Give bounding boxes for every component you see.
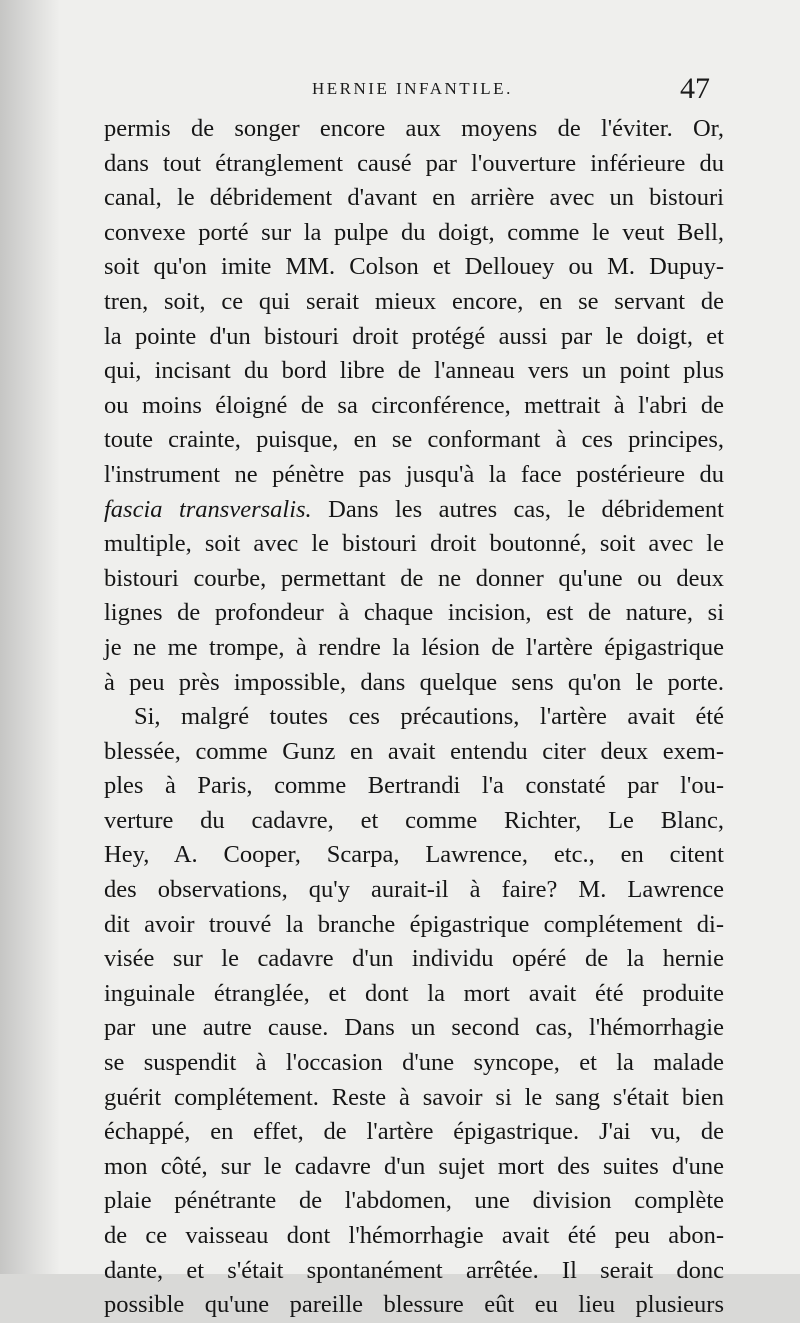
text-line: échappé, en effet, de l'artère épigastrique. J'ai vu, de	[104, 1118, 724, 1146]
body-text	[104, 112, 724, 1323]
text-line: tren, soit, ce qui serait mieux encore, en se servant de	[104, 287, 724, 315]
text-line: toute crainte, puisque, en se conformant à ces principes,	[104, 426, 724, 454]
text-line: ou moins éloigné de sa circonférence, mettrait à l'abri de	[104, 391, 724, 419]
text-line: qui, incisant du bord libre de l'anneau vers un point plus	[104, 357, 724, 385]
text-line: se suspendit à l'occasion d'une syncope, et la malade	[104, 1049, 724, 1077]
text-line: l'instrument ne pénètre pas jusqu'à la face postérieure du	[104, 460, 724, 488]
text-line: plaie pénétrante de l'abdomen, une division complète	[104, 1187, 724, 1215]
page-number: 47	[680, 72, 710, 105]
text-line: canal, le débridement d'avant en arrière avec un bistouri	[104, 184, 724, 212]
text-line: la pointe d'un bistouri droit protégé aussi par le doigt, et	[104, 322, 724, 350]
text-line: verture du cadavre, et comme Richter, Le Blanc,	[104, 806, 724, 834]
text-line: visée sur le cadavre d'un individu opéré de la hernie	[104, 945, 724, 973]
text-line: blessée, comme Gunz en avait entendu citer deux exem-	[104, 737, 724, 765]
text-line: possible qu'une pareille blessure eût eu lieu plusieurs	[104, 1291, 724, 1319]
text-line: Hey, A. Cooper, Scarpa, Lawrence, etc., en citent	[104, 841, 724, 869]
text-line: dit avoir trouvé la branche épigastrique complétement di-	[104, 910, 724, 938]
text-line: multiple, soit avec le bistouri droit boutonné, soit avec le	[104, 530, 724, 558]
text-span: Dans les autres cas, le débridement	[328, 495, 724, 523]
text-line: mon côté, sur le cadavre d'un sujet mort des suites d'une	[104, 1152, 724, 1180]
text-line: par une autre cause. Dans un second cas, l'hémorrhagie	[104, 1014, 724, 1042]
text-line-mixed	[104, 493, 724, 528]
text-line: dans tout étranglement causé par l'ouverture inférieure du	[104, 149, 724, 177]
text-line: à peu près impossible, dans quelque sens qu'on le porte.	[104, 668, 724, 696]
text-line: convexe porté sur la pulpe du doigt, comme le veut Bell,	[104, 218, 724, 246]
page-header	[0, 72, 800, 116]
text-line: je ne me trompe, à rendre la lésion de l'artère épigastrique	[104, 633, 724, 661]
text-line: ples à Paris, comme Bertrandi l'a constaté par l'ou-	[104, 772, 724, 800]
text-line: bistouri courbe, permettant de ne donner qu'une ou deux	[104, 564, 724, 592]
text-line: permis de songer encore aux moyens de l'éviter. Or,	[104, 115, 724, 142]
text-line: de ce vaisseau dont l'hémorrhagie avait été peu abon-	[104, 1222, 724, 1249]
text-line: inguinale étranglée, et dont la mort avait été produite	[104, 979, 724, 1007]
italic-term: fascia transversalis.	[104, 495, 312, 523]
text-line: guérit complétement. Reste à savoir si le sang s'était bien	[104, 1083, 724, 1111]
paragraph-start-line: Si, malgré toutes ces précautions, l'artère avait été	[134, 703, 724, 731]
text-line: dante, et s'était spontanément arrêtée. Il serait donc	[104, 1256, 724, 1284]
text-line: soit qu'on imite MM. Colson et Dellouey ou M. Dupuy-	[104, 253, 724, 281]
text-line: des observations, qu'y aurait-il à faire? M. Lawrence	[104, 876, 724, 904]
binding-shadow	[0, 0, 60, 1274]
running-head: HERNIE INFANTILE.	[312, 79, 513, 98]
text-line: lignes de profondeur à chaque incision, est de nature, si	[104, 599, 724, 627]
